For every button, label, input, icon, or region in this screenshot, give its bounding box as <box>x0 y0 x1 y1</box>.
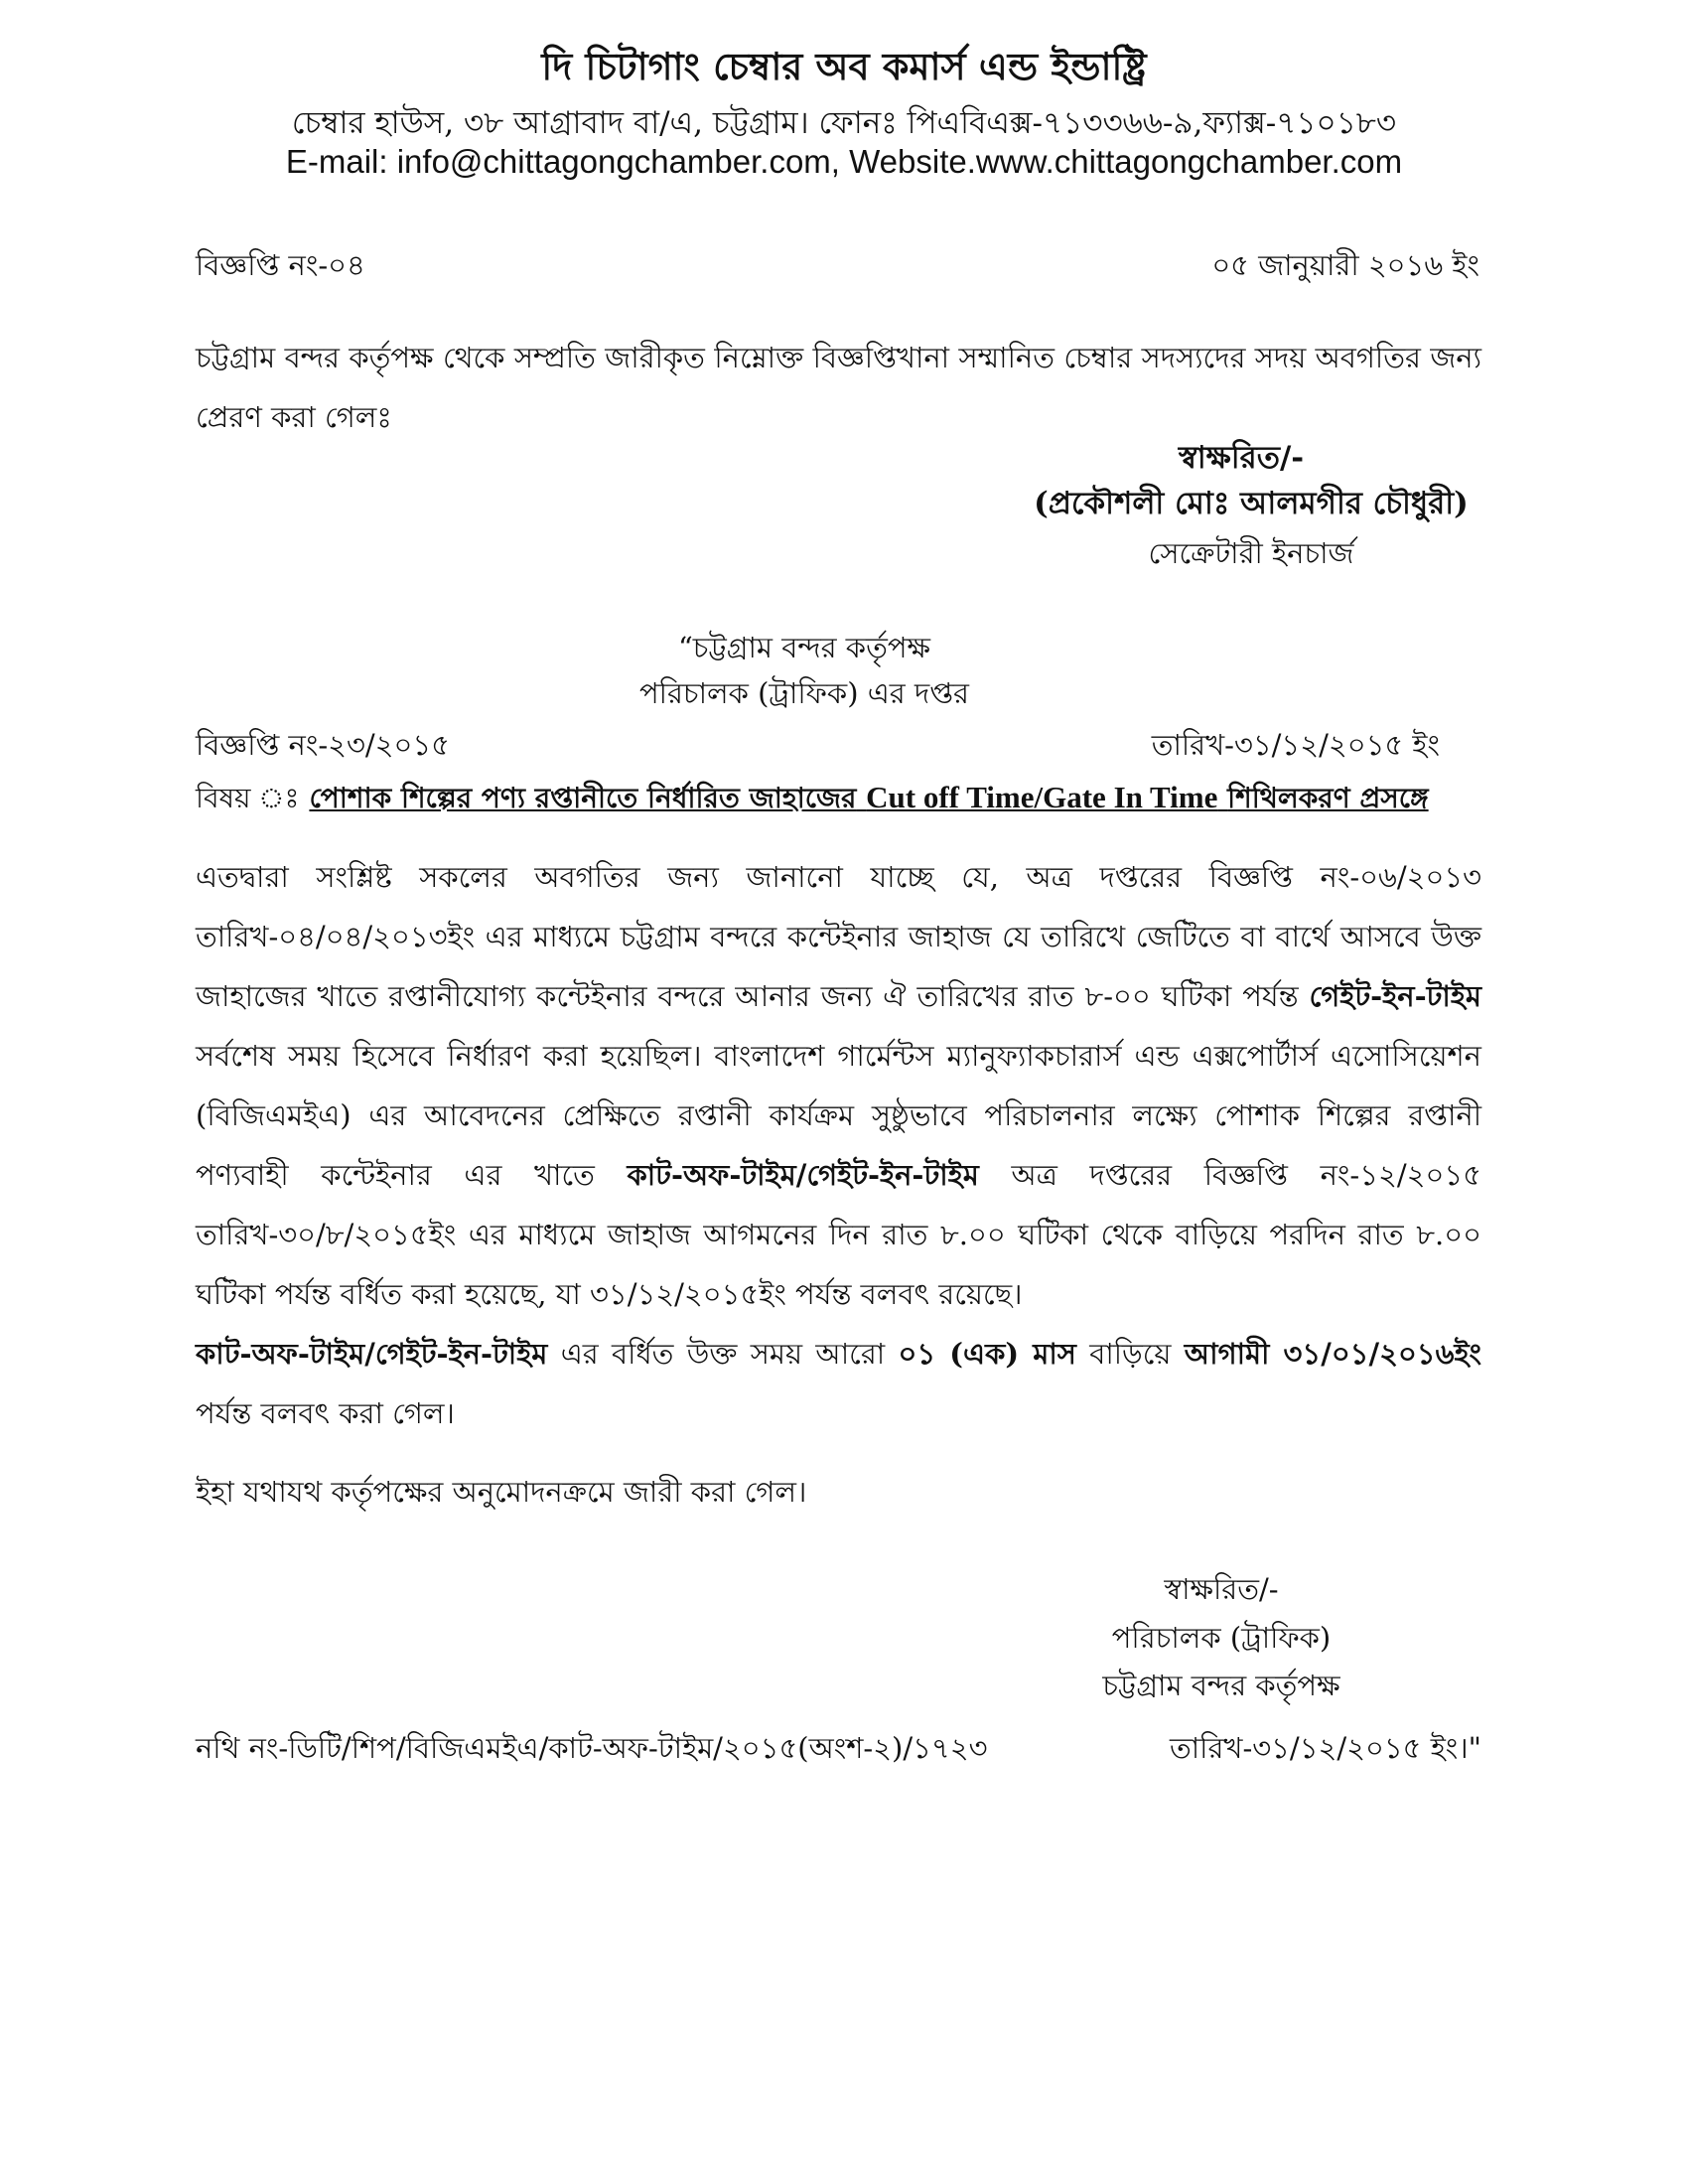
organization-contact: E-mail: info@chittagongchamber.com, Website.www.chittagongchamber.com <box>285 143 1403 180</box>
paragraph-1-text-e: অত্র দপ্তরের বিজ্ঞপ্তি নং-১২/২০১৫ তারিখ-৩০/৮/২০১৫ইং এর মাধ্যমে জাহাজ আগমনের দিন রাত ৮.০০ ঘটিকা থেকে বাড়িয়ে পরদিন রাত ৮.০০ ঘটিকা পর্যন্ত বর্ধিত করা হয়েছে, যা ৩১/১২/২০১৫ইং পর্যন্ত বলবৎ রয়েছে। <box>196 1158 1481 1311</box>
paragraph-1-text-c: সর্বশেষ সময় হিসেবে নির্ধারণ করা হয়েছিল। বাংলাদেশ গার্মেন্টস ম্যানুফ্যাকচারার্স এন্ড এক্সপোর্টার্স এসোসিয়েশন (বিজিএমইএ) এর আবেদনের প্রেক্ষিতে রপ্তানী কার্যক্রম সুষ্ঠুভাবে পরিচালনার লক্ষ্যে পোশাক শিল্পের রপ্তানী পণ্যবাহী কন্টেইনার এর খাতে <box>196 1039 1481 1192</box>
port-notice-date: তারিখ-৩১/১২/২০১৫ ইং <box>1151 728 1440 762</box>
subject-line <box>196 777 1536 823</box>
paragraph-1-gate-in-time: গেইট-ইন-টাইম <box>1309 979 1482 1013</box>
paragraph-1-cut-off-time: কাট-অফ-টাইম/গেইট-ইন-টাইম <box>627 1158 979 1192</box>
notice-date: ০৫ জানুয়ারী ২০১৬ ইং <box>1211 248 1479 282</box>
notice-paragraph-1 <box>196 847 1481 1324</box>
paragraph-2-text-f: পর্যন্ত বলবৎ করা গেল। <box>196 1396 455 1430</box>
port-notice-number: বিজ্ঞপ্তি নং-২৩/২০১৫ <box>196 728 450 762</box>
paragraph-2-text-d: বাড়িয়ে <box>1089 1337 1172 1371</box>
chamber-signatory-designation: সেক্রেটারী ইনচার্জ <box>1148 536 1354 570</box>
paragraph-2-new-date: আগামী ৩১/০১/২০১৬ইং <box>1184 1337 1482 1371</box>
port-authority-name: “চট্টগ্রাম বন্দর কর্তৃপক্ষ <box>677 631 931 664</box>
subject-text <box>309 782 1428 814</box>
paragraph-2-cut-off-time: কাট-অফ-টাইম/গেইট-ইন-টাইম <box>196 1337 548 1371</box>
chamber-signed-label: স্বাক্ষরিত/- <box>1178 440 1305 476</box>
port-signatory-authority: চট্টগ্রাম বন্দর কর্তৃপক্ষ <box>1102 1669 1340 1702</box>
organization-name: দি চিটাগাং চেম্বার অব কমার্স এন্ড ইন্ডাষ্ট্রি <box>541 44 1147 88</box>
organization-address: চেম্বার হাউস, ৩৮ আগ্রাবাদ বা/এ, চট্টগ্রাম। ফোনঃ পিএবিএক্স-৭১৩৩৬৬-৯,ফ্যাক্স-৭১০১৮৩ <box>291 105 1397 141</box>
port-office-name: পরিচালক (ট্রাফিক) এর দপ্তর <box>639 676 969 710</box>
port-signatory-designation: পরিচালক (ট্রাফিক) <box>1111 1621 1332 1655</box>
intro-paragraph: চট্টগ্রাম বন্দর কর্তৃপক্ষ থেকে সম্প্রতি জারীকৃত নিম্নোক্ত বিজ্ঞপ্তিখানা সম্মানিত চেম্বার সদস্যদের সদয় অবগতির জন্য প্রেরণ করা গেলঃ <box>196 341 1481 434</box>
file-date: তারিখ-৩১/১২/২০১৫ ইং।" <box>1170 1731 1481 1765</box>
subject-text-part1: পোশাক শিল্পের পণ্য রপ্তানীতে নির্ধারিত জাহাজের <box>309 782 857 814</box>
paragraph-2-one-month: ০১ (এক) মাস <box>898 1337 1076 1371</box>
notice-number: বিজ্ঞপ্তি নং-০৪ <box>196 248 365 282</box>
subject-label: বিষয় ঃ <box>196 782 300 814</box>
notice-paragraph-2 <box>196 1324 1481 1443</box>
paragraph-1-text-a: এতদ্বারা সংশ্লিষ্ট সকলের অবগতির জন্য জানানো যাচ্ছে যে, অত্র দপ্তরের বিজ্ঞপ্তি নং-০৬/২০১৩ তারিখ-০৪/০৪/২০১৩ইং এর মাধ্যমে চট্টগ্রাম বন্দরে কন্টেইনার জাহাজ যে তারিখে জেটিতে বা বার্থে আসবে উক্ত জাহাজের খাতে রপ্তানীযোগ্য কন্টেইনার বন্দরে আনার জন্য ঐ তারিখের রাত ৮-০০ ঘটিকা পর্যন্ত <box>196 860 1481 1013</box>
file-number: নথি নং-ডিটি/শিপ/বিজিএমইএ/কাট-অফ-টাইম/২০১৫(অংশ-২)/১৭২৩ <box>196 1731 988 1765</box>
chamber-signatory-name: (প্রকৌশলী মোঃ আলমগীর চৌধুরী) <box>1034 486 1469 521</box>
subject-text-latin: Cut off Time/Gate In Time <box>866 780 1218 814</box>
port-signed-label: স্বাক্ষরিত/- <box>1164 1572 1279 1606</box>
paragraph-2-text-b: এর বর্ধিত উক্ত সময় আরো <box>560 1337 886 1371</box>
notice-paragraph-3: ইহা যথাযথ কর্তৃপক্ষের অনুমোদনক্রমে জারী করা গেল। <box>196 1475 807 1509</box>
subject-text-part2: শিথিলকরণ প্রসঙ্গে <box>1227 782 1429 814</box>
